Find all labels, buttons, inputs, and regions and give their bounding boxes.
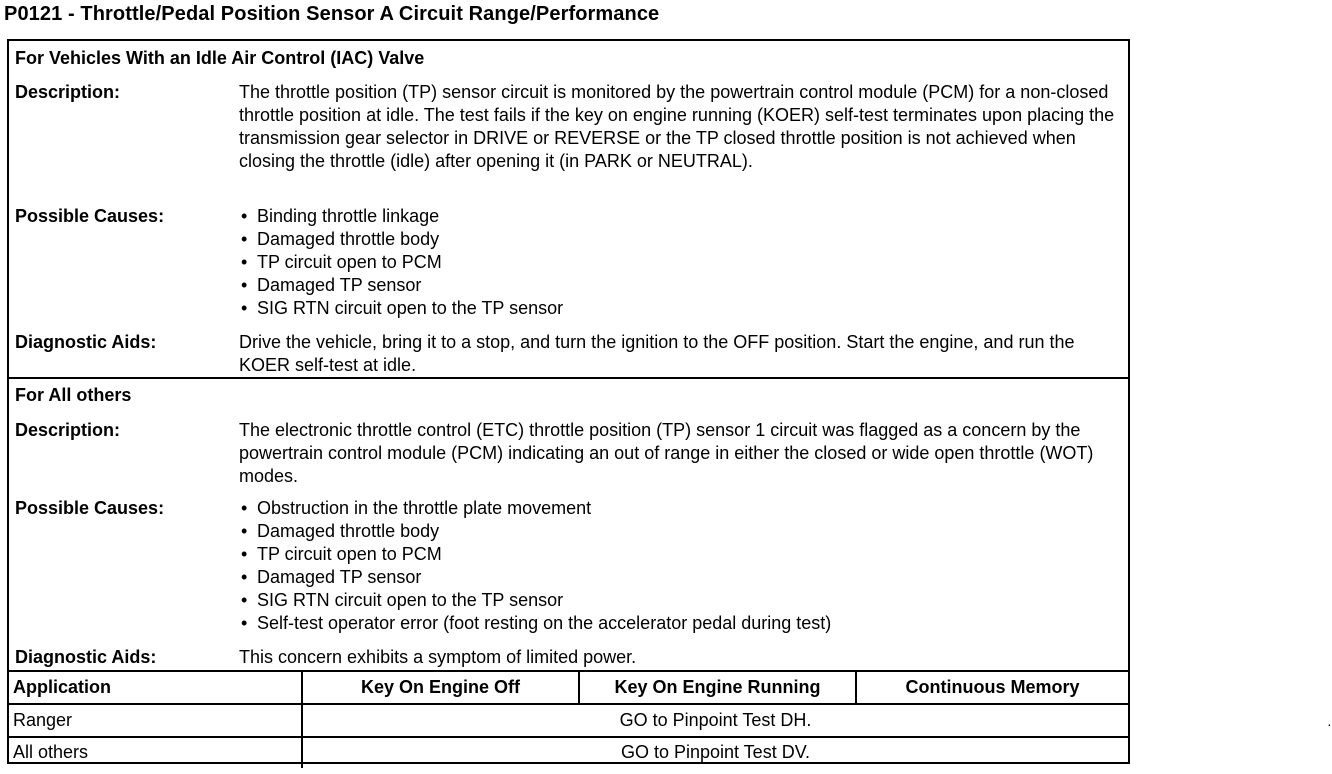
diagnostic-aids-text: This concern exhibits a symptom of limited power. (239, 647, 637, 667)
header-application: Application (13, 677, 111, 697)
cause-text: SIG RTN circuit open to the TP sensor (257, 298, 564, 318)
list-item (239, 520, 1119, 543)
section-all-others (9, 377, 1128, 679)
table-row (9, 705, 1332, 738)
cause-text: Binding throttle linkage (257, 206, 440, 226)
bullet-icon: • (241, 275, 248, 295)
list-item (239, 205, 1119, 228)
list-item (239, 566, 1119, 589)
possible-causes-list (239, 497, 1119, 635)
description-label: Description: (15, 420, 121, 440)
page-title: P0121 - Throttle/Pedal Position Sensor A Circuit Range/Performance (4, 3, 660, 25)
bullet-icon: • (241, 229, 248, 249)
cause-text: TP circuit open to PCM (257, 252, 442, 272)
list-item (239, 497, 1119, 520)
cause-text: TP circuit open to PCM (257, 544, 442, 564)
list-item (239, 612, 1119, 635)
list-item (239, 274, 1119, 297)
cause-text: Damaged throttle body (257, 229, 440, 249)
possible-causes-list-wrap (239, 497, 1119, 635)
description-label: Description: (15, 82, 121, 102)
possible-causes-label: Possible Causes: (15, 206, 165, 226)
bullet-icon: • (241, 590, 248, 610)
list-item (239, 297, 1119, 320)
description-text: The electronic throttle control (ETC) throttle position (TP) sensor 1 circuit was flagged as a concern by the powertrain control module (PCM) indicating an out of range in either the closed or wide open throttle (WOT) modes. (239, 420, 1094, 486)
list-item (239, 251, 1119, 274)
application-cell: Ranger (13, 710, 73, 730)
bullet-icon: • (241, 521, 248, 541)
description-text: The throttle position (TP) sensor circuit is monitored by the powertrain control module (PCM) for a non-closed throttle position at idle. The test fails if the key on engine running (KOER) self-test terminates upon placing the transmission gear selector in DRIVE or REVERSE or the TP closed throttle position is not achieved when closing the throttle (idle) after opening it (in PARK or NEUTRAL). (239, 82, 1115, 171)
cause-text: Damaged throttle body (257, 521, 440, 541)
bullet-icon: • (241, 567, 248, 587)
list-item (239, 543, 1119, 566)
header-koer: Key On Engine Running (578, 672, 855, 703)
diagnostic-aids-text: Drive the vehicle, bring it to a stop, and turn the ignition to the OFF position. Start the engine, and run the KOER self-test at idle. (239, 332, 1075, 375)
cause-text: Obstruction in the throttle plate movement (257, 498, 592, 518)
possible-causes-list-wrap (239, 205, 1119, 320)
application-table (9, 670, 1332, 766)
header-continuous-memory: Continuous Memory (855, 672, 1128, 703)
dtc-info-frame (7, 39, 1332, 764)
header-koeo: Key On Engine Off (301, 672, 578, 703)
bullet-icon: • (241, 298, 248, 318)
cause-text: Damaged TP sensor (257, 567, 422, 587)
list-item (239, 589, 1119, 612)
bullet-icon: • (241, 206, 248, 226)
bullet-icon: • (241, 498, 248, 518)
section-heading: For All others (15, 385, 132, 405)
section-iac-vehicles (9, 41, 1128, 377)
cause-text: SIG RTN circuit open to the TP sensor (257, 590, 564, 610)
diagnostic-aids-label: Diagnostic Aids: (15, 332, 157, 352)
bullet-icon: • (241, 544, 248, 564)
possible-causes-label: Possible Causes: (15, 498, 165, 518)
pinpoint-test-text: GO to Pinpoint Test DH. (619, 710, 812, 730)
stray-mark: · (1327, 716, 1332, 732)
section-heading: For Vehicles With an Idle Air Control (IAC) Valve (15, 48, 425, 68)
diagnostic-aids-label: Diagnostic Aids: (15, 647, 157, 667)
pinpoint-test-text: GO to Pinpoint Test DV. (620, 742, 811, 762)
cause-text: Damaged TP sensor (257, 275, 422, 295)
application-cell: All others (13, 742, 89, 762)
table-row (9, 737, 1128, 768)
cause-text: Self-test operator error (foot resting on the accelerator pedal during test) (257, 613, 832, 633)
bullet-icon: • (241, 613, 248, 633)
list-item (239, 228, 1119, 251)
bullet-icon: • (241, 252, 248, 272)
action-cell (301, 705, 1332, 736)
possible-causes-list (239, 205, 1119, 320)
table-header-row (9, 672, 1128, 705)
action-cell (301, 737, 1128, 768)
